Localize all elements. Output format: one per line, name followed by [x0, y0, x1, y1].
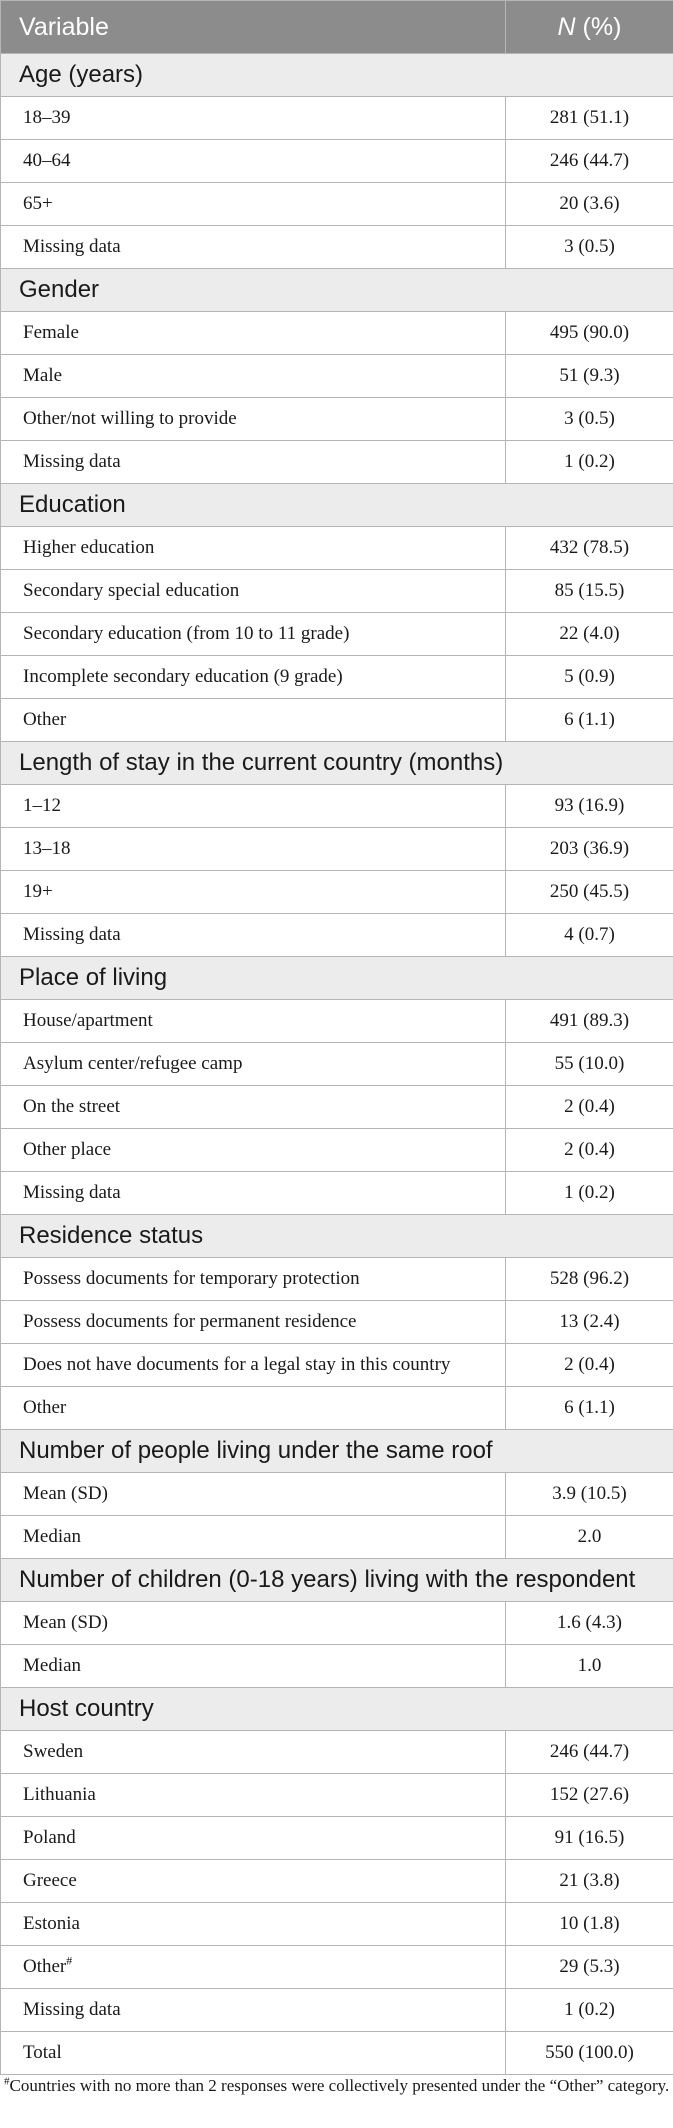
row-label: Estonia: [23, 1913, 80, 1934]
row-label: Incomplete secondary education (9 grade): [23, 666, 343, 687]
row-label-cell: [1, 1645, 506, 1688]
section-header-row: [1, 54, 673, 97]
header-n-percent: [506, 1, 673, 54]
row-label-cell: [1, 785, 506, 828]
row-label-cell: [1, 398, 506, 441]
section-title: Age (years): [1, 54, 673, 97]
row-label-cell: [1, 1086, 506, 1129]
footnote: [4, 2073, 670, 2099]
row-value: 550 (100.0): [506, 2032, 673, 2075]
row-value: 1.0: [506, 1645, 673, 1688]
row-value: 91 (16.5): [506, 1817, 673, 1860]
row-value: 2 (0.4): [506, 1086, 673, 1129]
table-row: [1, 1301, 673, 1344]
row-label-cell: [1, 1516, 506, 1559]
row-label-cell: [1, 1344, 506, 1387]
row-label-cell: [1, 1258, 506, 1301]
row-label-cell: [1, 140, 506, 183]
row-label-cell: [1, 226, 506, 269]
row-label-cell: [1, 828, 506, 871]
row-label: Other: [23, 1397, 67, 1418]
row-value: 21 (3.8): [506, 1860, 673, 1903]
section-title: Host country: [1, 1688, 673, 1731]
row-label: Possess documents for temporary protection: [23, 1268, 360, 1289]
section-header-row: [1, 1215, 673, 1258]
row-label-cell: [1, 1043, 506, 1086]
row-label: Missing data: [23, 924, 121, 945]
row-label: Sweden: [23, 1741, 84, 1762]
row-label: House/apartment: [23, 1010, 153, 1031]
row-label: Possess documents for permanent residence: [23, 1311, 357, 1332]
row-label-cell: [1, 656, 506, 699]
row-label-cell: [1, 699, 506, 742]
table-row: [1, 226, 673, 269]
row-value: 3 (0.5): [506, 226, 673, 269]
row-label: Total: [23, 2042, 62, 2063]
row-label-cell: [1, 1473, 506, 1516]
row-label-cell: [1, 613, 506, 656]
row-label: Missing data: [23, 236, 121, 257]
section-title: Education: [1, 484, 673, 527]
row-label-cell: [1, 1946, 506, 1989]
table-row: [1, 613, 673, 656]
table-row: [1, 1989, 673, 2032]
row-label: Does not have documents for a legal stay in this country: [23, 1354, 451, 1375]
row-value: 2.0: [506, 1516, 673, 1559]
row-label: Other/not willing to provide: [23, 408, 237, 429]
table-row: [1, 871, 673, 914]
row-label-cell: [1, 97, 506, 140]
row-value: 13 (2.4): [506, 1301, 673, 1344]
table-row: [1, 1946, 673, 1989]
row-value: 1.6 (4.3): [506, 1602, 673, 1645]
table-row: [1, 656, 673, 699]
table-row: [1, 1903, 673, 1946]
row-value: 2 (0.4): [506, 1129, 673, 1172]
row-value: 22 (4.0): [506, 613, 673, 656]
row-label: Higher education: [23, 537, 155, 558]
row-value: 3 (0.5): [506, 398, 673, 441]
header-percent: (%): [575, 12, 622, 41]
row-value: 491 (89.3): [506, 1000, 673, 1043]
row-value: 5 (0.9): [506, 656, 673, 699]
row-label: Other place: [23, 1139, 112, 1160]
table-row: [1, 97, 673, 140]
table-row: [1, 570, 673, 613]
table-row: [1, 1086, 673, 1129]
section-header-row: [1, 957, 673, 1000]
row-label-cell: [1, 355, 506, 398]
footnote-text: Countries with no more than 2 responses were collectively presented under the “Other” category.: [9, 2076, 670, 2095]
section-title: Number of people living under the same roof: [1, 1430, 673, 1473]
section-header-row: [1, 742, 673, 785]
table-row: [1, 785, 673, 828]
section-title: Place of living: [1, 957, 673, 1000]
row-value: 4 (0.7): [506, 914, 673, 957]
row-label: Other: [23, 1956, 67, 1977]
table-row: [1, 140, 673, 183]
row-label-cell: [1, 1989, 506, 2032]
table-row: [1, 398, 673, 441]
section-title: Number of children (0-18 years) living with the respondent: [1, 1559, 673, 1602]
row-value: 6 (1.1): [506, 1387, 673, 1430]
row-label: On the street: [23, 1096, 121, 1117]
row-label-cell: [1, 1731, 506, 1774]
table-row: [1, 1043, 673, 1086]
row-label-cell: [1, 1129, 506, 1172]
footnote-reference: #: [66, 1953, 73, 1968]
row-label: Other: [23, 709, 67, 730]
row-label-cell: [1, 2032, 506, 2075]
row-label-cell: [1, 527, 506, 570]
table-row: [1, 1172, 673, 1215]
row-label: Secondary special education: [23, 580, 240, 601]
row-label-cell: [1, 1817, 506, 1860]
row-label-cell: [1, 1602, 506, 1645]
row-value: 2 (0.4): [506, 1344, 673, 1387]
row-label-cell: [1, 441, 506, 484]
section-title: Length of stay in the current country (months): [1, 742, 673, 785]
row-value: 20 (3.6): [506, 183, 673, 226]
section-header-row: [1, 1430, 673, 1473]
row-label: Missing data: [23, 1999, 121, 2020]
table-row: [1, 828, 673, 871]
row-value: 55 (10.0): [506, 1043, 673, 1086]
table-row: [1, 441, 673, 484]
table-row: [1, 1258, 673, 1301]
table-row: [1, 527, 673, 570]
row-label: 13–18: [23, 838, 71, 859]
header-variable: Variable: [1, 1, 506, 54]
row-value: 246 (44.7): [506, 1731, 673, 1774]
table-row: [1, 1645, 673, 1688]
row-label-cell: [1, 1903, 506, 1946]
row-label-cell: [1, 312, 506, 355]
table-row: [1, 1129, 673, 1172]
row-value: 203 (36.9): [506, 828, 673, 871]
row-value: 1 (0.2): [506, 1172, 673, 1215]
row-value: 495 (90.0): [506, 312, 673, 355]
row-value: 432 (78.5): [506, 527, 673, 570]
row-label: Poland: [23, 1827, 76, 1848]
row-value: 6 (1.1): [506, 699, 673, 742]
table-row: [1, 699, 673, 742]
section-header-row: [1, 269, 673, 312]
row-label: Male: [23, 365, 63, 386]
row-label-cell: [1, 1387, 506, 1430]
row-value: 528 (96.2): [506, 1258, 673, 1301]
table-header-row: [1, 1, 673, 54]
section-header-row: [1, 1559, 673, 1602]
row-label: Mean (SD): [23, 1612, 108, 1633]
section-title: Residence status: [1, 1215, 673, 1258]
table-row: [1, 1774, 673, 1817]
section-header-row: [1, 484, 673, 527]
row-value: 93 (16.9): [506, 785, 673, 828]
row-label: Mean (SD): [23, 1483, 108, 1504]
row-value: 3.9 (10.5): [506, 1473, 673, 1516]
row-value: 51 (9.3): [506, 355, 673, 398]
row-label-cell: [1, 1172, 506, 1215]
table-row: [1, 1387, 673, 1430]
row-label: Asylum center/refugee camp: [23, 1053, 243, 1074]
row-label: 1–12: [23, 795, 61, 816]
row-label-cell: [1, 914, 506, 957]
table-body: [1, 54, 673, 2075]
row-value: 246 (44.7): [506, 140, 673, 183]
row-label: Median: [23, 1526, 82, 1547]
row-label: Missing data: [23, 451, 121, 472]
footnote-mark: #: [4, 2075, 10, 2088]
row-label-cell: [1, 183, 506, 226]
table-row: [1, 1817, 673, 1860]
row-label: Median: [23, 1655, 82, 1676]
table-row: [1, 1860, 673, 1903]
row-label: 19+: [23, 881, 53, 902]
row-label-cell: [1, 1000, 506, 1043]
row-value: 281 (51.1): [506, 97, 673, 140]
row-label: Greece: [23, 1870, 77, 1891]
table-row: [1, 183, 673, 226]
row-label: Lithuania: [23, 1784, 96, 1805]
section-title: Gender: [1, 269, 673, 312]
row-value: 250 (45.5): [506, 871, 673, 914]
table-row: [1, 312, 673, 355]
row-label: Missing data: [23, 1182, 121, 1203]
table-row: [1, 1731, 673, 1774]
row-label: 40–64: [23, 150, 71, 171]
row-label: 18–39: [23, 107, 71, 128]
row-label: 65+: [23, 193, 53, 214]
row-label-cell: [1, 1301, 506, 1344]
row-value: 1 (0.2): [506, 1989, 673, 2032]
row-value: 1 (0.2): [506, 441, 673, 484]
table-row: [1, 1000, 673, 1043]
row-value: 85 (15.5): [506, 570, 673, 613]
row-label-cell: [1, 1774, 506, 1817]
table-row: [1, 2032, 673, 2075]
table-row: [1, 1602, 673, 1645]
row-label: Secondary education (from 10 to 11 grade): [23, 623, 350, 644]
table-row: [1, 1473, 673, 1516]
table-row: [1, 1344, 673, 1387]
row-label-cell: [1, 871, 506, 914]
row-value: 10 (1.8): [506, 1903, 673, 1946]
section-header-row: [1, 1688, 673, 1731]
row-label-cell: [1, 570, 506, 613]
header-n: N: [557, 12, 576, 41]
table-row: [1, 1516, 673, 1559]
table-row: [1, 355, 673, 398]
row-label: Female: [23, 322, 79, 343]
row-value: 152 (27.6): [506, 1774, 673, 1817]
row-label-cell: [1, 1860, 506, 1903]
table-row: [1, 914, 673, 957]
row-value: 29 (5.3): [506, 1946, 673, 1989]
